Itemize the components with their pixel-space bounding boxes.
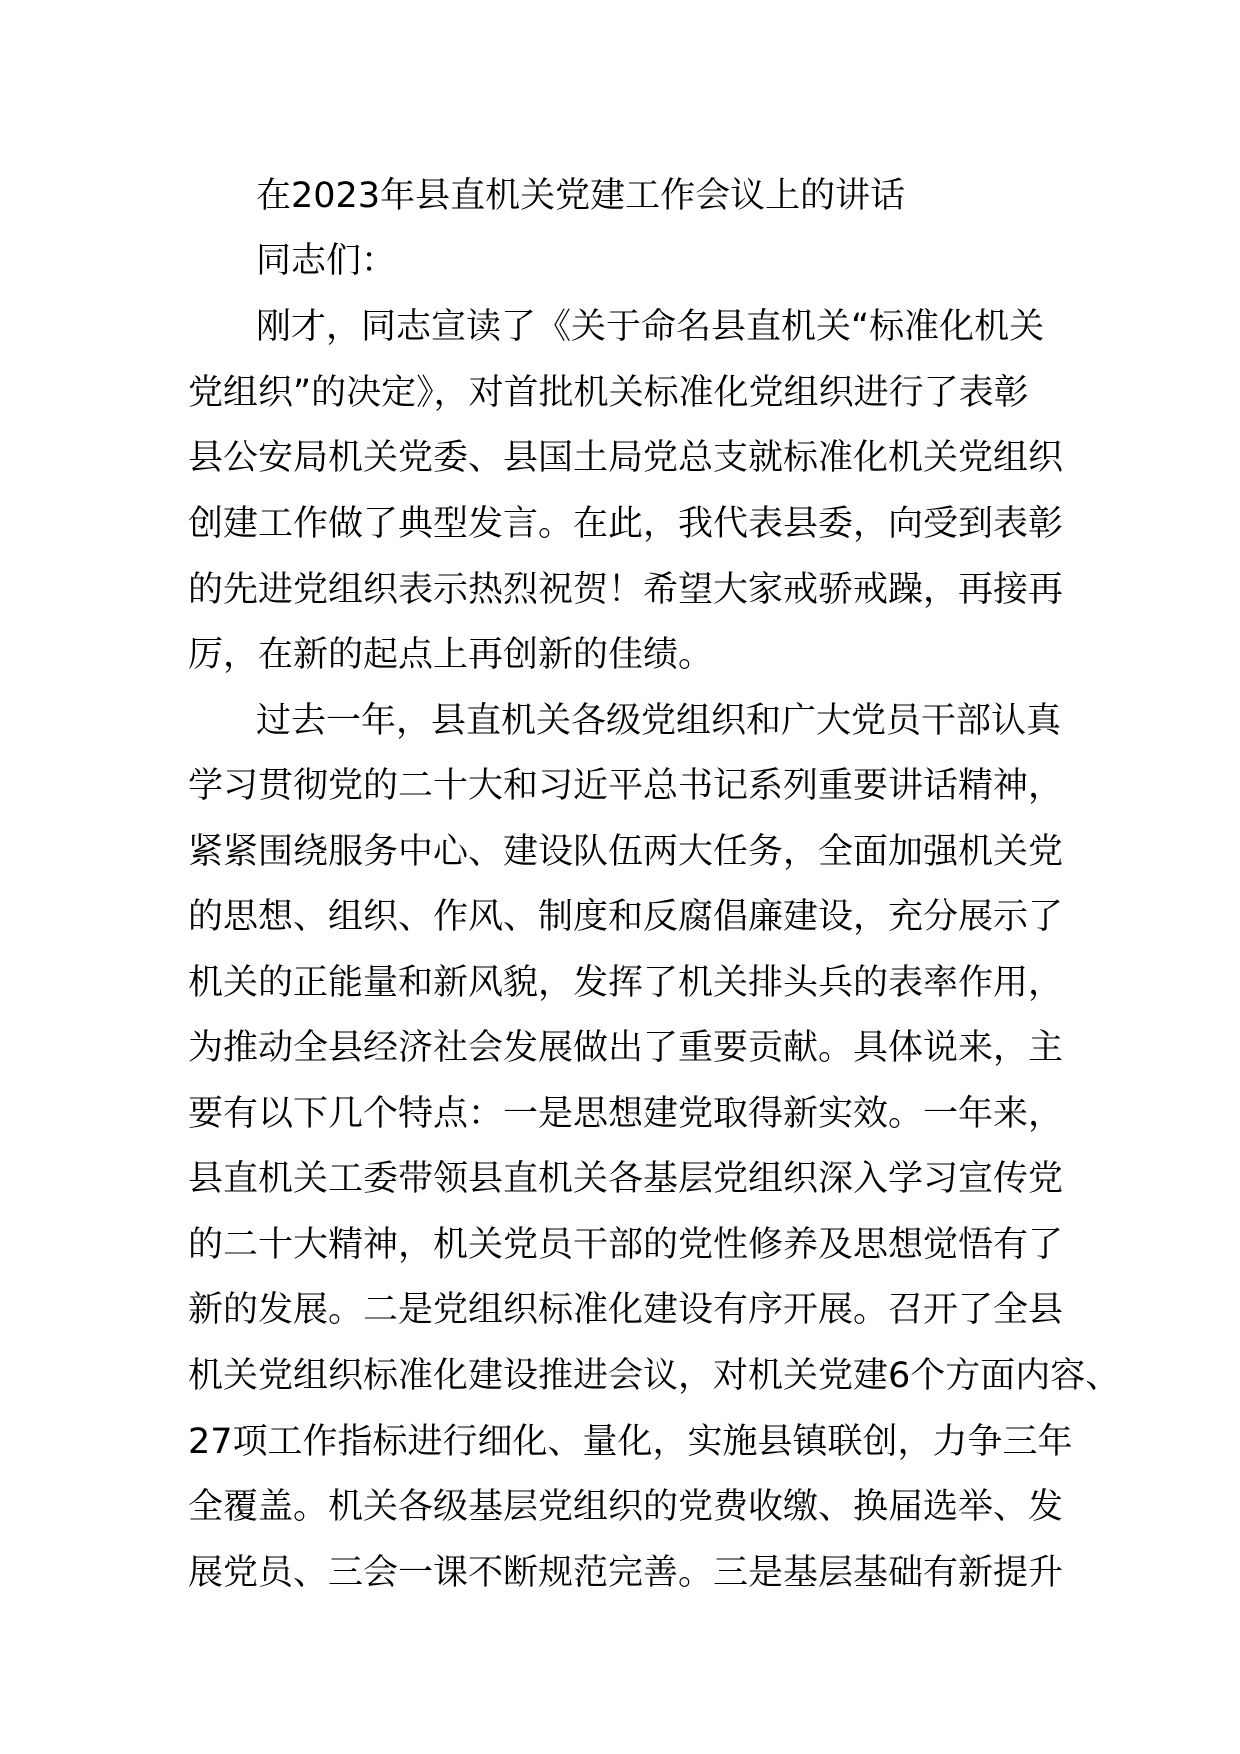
body-line: 展党员、三会一课不断规范完善。三是基层基础有新提升: [188, 1553, 1064, 1593]
body-line: 全覆盖。机关各级基层党组织的党费收缴、换届选举、发: [188, 1487, 1064, 1527]
document-title: 在2023年县直机关党建工作会议上的讲话: [256, 176, 906, 216]
body-line: 创建工作做了典型发言。在此，我代表县委，向受到表彰: [188, 504, 1064, 544]
body-line: 新的发展。二是党组织标准化建设有序开展。召开了全县: [188, 1290, 1064, 1330]
body-line: 过去一年，县直机关各级党组织和广大党员干部认真: [256, 701, 1062, 741]
body-line: 刚才，同志宣读了《关于命名县直机关“标准化机关: [256, 307, 1045, 347]
body-line: 为推动全县经济社会发展做出了重要贡献。具体说来，主: [188, 1028, 1064, 1068]
body-line: 厉，在新的起点上再创新的佳绩。: [188, 635, 714, 675]
body-line: 要有以下几个特点：一是思想建党取得新实效。一年来，: [188, 1094, 1064, 1134]
body-line: 机关的正能量和新风貌，发挥了机关排头兵的表率作用，: [188, 963, 1064, 1003]
body-line: 机关党组织标准化建设推进会议，对机关党建6个方面内容、: [188, 1356, 1121, 1396]
body-line: 的二十大精神，机关党员干部的党性修养及思想觉悟有了: [188, 1225, 1064, 1265]
body-line: 紧紧围绕服务中心、建设队伍两大任务，全面加强机关党: [188, 832, 1064, 872]
body-line: 县公安局机关党委、县国土局党总支就标准化机关党组织: [188, 438, 1064, 478]
body-line: 县直机关工委带领县直机关各基层党组织深入学习宣传党: [188, 1159, 1064, 1199]
body-line: 学习贯彻党的二十大和习近平总书记系列重要讲话精神，: [188, 766, 1064, 806]
body-line: 党组织”的决定》，对首批机关标准化党组织进行了表彰: [188, 373, 1029, 413]
salutation: 同志们：: [256, 241, 397, 281]
body-line: 的思想、组织、作风、制度和反腐倡廉建设，充分展示了: [188, 897, 1064, 937]
body-line: 的先进党组织表示热烈祝贺！希望大家戒骄戒躁，再接再: [188, 570, 1064, 610]
body-line: 27项工作指标进行细化、量化，实施县镇联创，力争三年: [188, 1422, 1073, 1462]
